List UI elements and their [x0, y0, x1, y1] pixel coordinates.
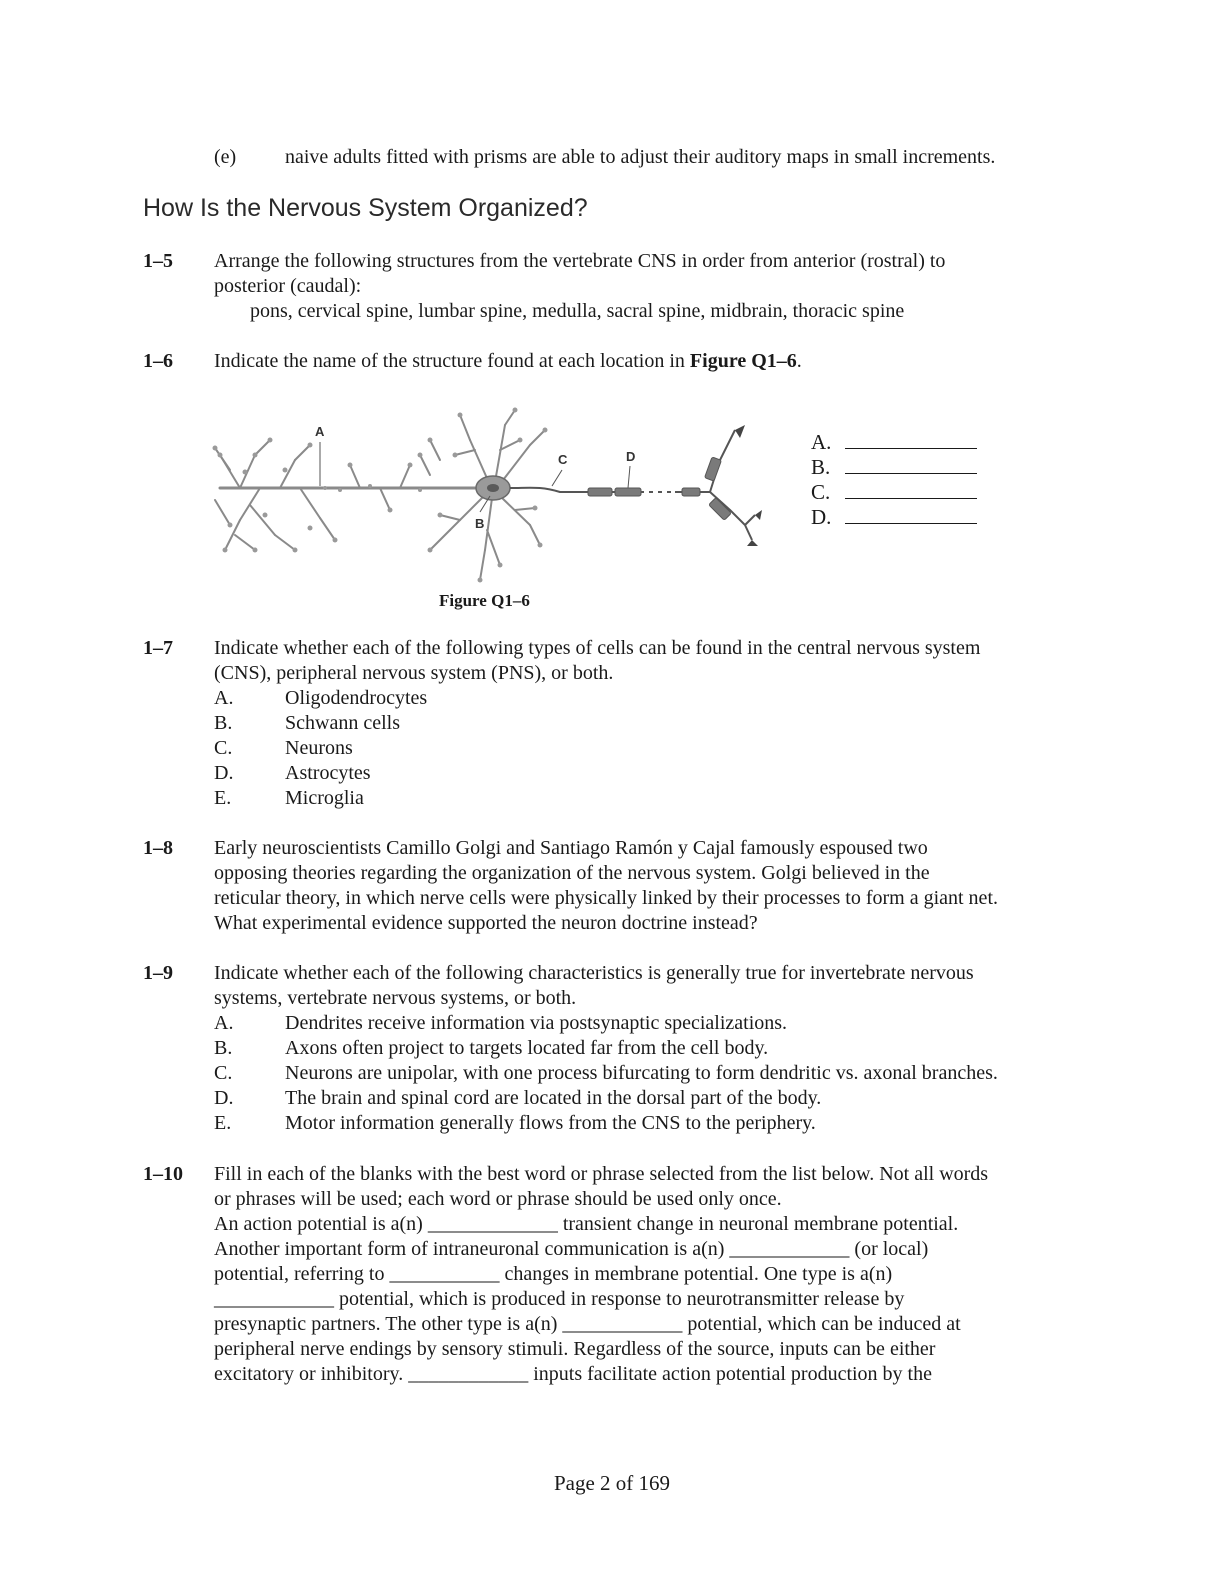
question-1-9-line1: Indicate whether each of the following characteristics is generally true for invertebrate nervous	[214, 962, 974, 984]
question-number-1-10: 1–10	[143, 1163, 183, 1185]
question-1-10-line: presynaptic partners. The other type is a(n) ____________ potential, which can be induced at	[214, 1313, 961, 1335]
question-1-10-line: Fill in each of the blanks with the best word or phrase selected from the list below. Not all words	[214, 1163, 989, 1185]
question-number-1-6: 1–6	[143, 350, 173, 372]
question-1-10-line: An action potential is a(n) _____________ transient change in neuronal membrane potential.	[214, 1213, 959, 1235]
question-1-8-line: Early neuroscientists Camillo Golgi and Santiago Ramón y Cajal famously espoused two	[214, 837, 928, 859]
question-number-1-8: 1–8	[143, 837, 173, 859]
question-1-10-line: potential, referring to ___________ changes in membrane potential. One type is a(n)	[214, 1263, 893, 1285]
question-1-10-line: Another important form of intraneuronal communication is a(n) ____________ (or local)	[214, 1238, 929, 1260]
question-1-5-line1: Arrange the following structures from the vertebrate CNS in order from anterior (rostral) to	[214, 250, 946, 272]
list-item: D. Astrocytes	[214, 762, 371, 784]
question-number-1-5: 1–5	[143, 250, 173, 272]
figure-label-a: A	[315, 424, 325, 439]
question-1-10	[214, 1162, 1094, 1387]
list-item: C. Neurons are unipolar, with one process bifurcating to form dendritic vs. axonal branches.	[214, 1062, 998, 1084]
question-1-9	[214, 961, 1094, 1011]
question-number-1-7: 1–7	[143, 637, 173, 659]
question-1-10-line: excitatory or inhibitory. ____________ inputs facilitate action potential production by the	[214, 1363, 932, 1385]
question-1-5-line2: posterior (caudal):	[214, 275, 362, 297]
question-1-9-line2: systems, vertebrate nervous systems, or both.	[214, 987, 577, 1009]
question-1-10-line: or phrases will be used; each word or phrase should be used only once.	[214, 1188, 782, 1210]
question-1-8-line: What experimental evidence supported the neuron doctrine instead?	[214, 912, 758, 934]
question-1-7-line2: (CNS), peripheral nervous system (PNS), or both.	[214, 662, 614, 684]
question-1-7-items	[214, 686, 427, 811]
question-1-5-structures: pons, cervical spine, lumbar spine, medulla, sacral spine, midbrain, thoracic spine	[250, 300, 905, 322]
answer-blank-c[interactable]: C.	[811, 480, 977, 505]
list-item: A. Oligodendrocytes	[214, 687, 428, 709]
answer-blank-b[interactable]: B.	[811, 455, 977, 480]
figure-label-d: D	[626, 449, 636, 464]
figure-reference: Figure Q1–6	[689, 350, 797, 372]
question-1-10-line: peripheral nerve endings by sensory stimuli. Regardless of the source, inputs can be either	[214, 1338, 936, 1360]
answer-blank-d[interactable]: D.	[811, 505, 977, 530]
list-item: B. Axons often project to targets located far from the cell body.	[214, 1037, 769, 1059]
question-1-6-text: Indicate the name of the structure found at each location in	[214, 350, 690, 372]
list-item: B. Schwann cells	[214, 712, 400, 734]
question-1-9-items	[214, 1011, 998, 1136]
section-heading: How Is the Nervous System Organized?	[143, 194, 588, 222]
list-item: E. Microglia	[214, 787, 364, 809]
list-item: E. Motor information generally flows from the CNS to the periphery.	[214, 1112, 816, 1134]
question-1-6	[214, 349, 1094, 374]
answer-blank-a[interactable]: A.	[811, 430, 977, 455]
question-1-7	[214, 636, 1094, 686]
answer-blanks	[811, 430, 977, 530]
figure-label-c: C	[558, 452, 568, 467]
figure-label-b: B	[475, 516, 485, 531]
list-item: D. The brain and spinal cord are located in the dorsal part of the body.	[214, 1087, 822, 1109]
list-item: C. Neurons	[214, 737, 353, 759]
page-number: Page 2 of 169	[553, 1471, 671, 1495]
prev-item-text: naive adults fitted with prisms are able to adjust their auditory maps in small increments.	[285, 146, 996, 168]
list-item: A. Dendrites receive information via postsynaptic specializations.	[214, 1012, 788, 1034]
question-1-8-line: opposing theories regarding the organization of the nervous system. Golgi believed in the	[214, 862, 930, 884]
question-1-6-period: .	[796, 350, 802, 372]
question-1-7-line1: Indicate whether each of the following types of cells can be found in the central nervous system	[214, 637, 981, 659]
question-1-5	[214, 249, 1094, 324]
question-1-8-line: reticular theory, in which nerve cells were physically linked by their processes to form a giant net.	[214, 887, 998, 909]
figure-caption: Figure Q1–6	[439, 591, 530, 610]
question-1-8	[214, 836, 1094, 936]
neuron-figure	[200, 400, 800, 590]
prev-item-label: (e)	[214, 146, 237, 168]
question-number-1-9: 1–9	[143, 962, 173, 984]
question-1-10-line: ____________ potential, which is produced in response to neurotransmitter release by	[214, 1288, 905, 1310]
